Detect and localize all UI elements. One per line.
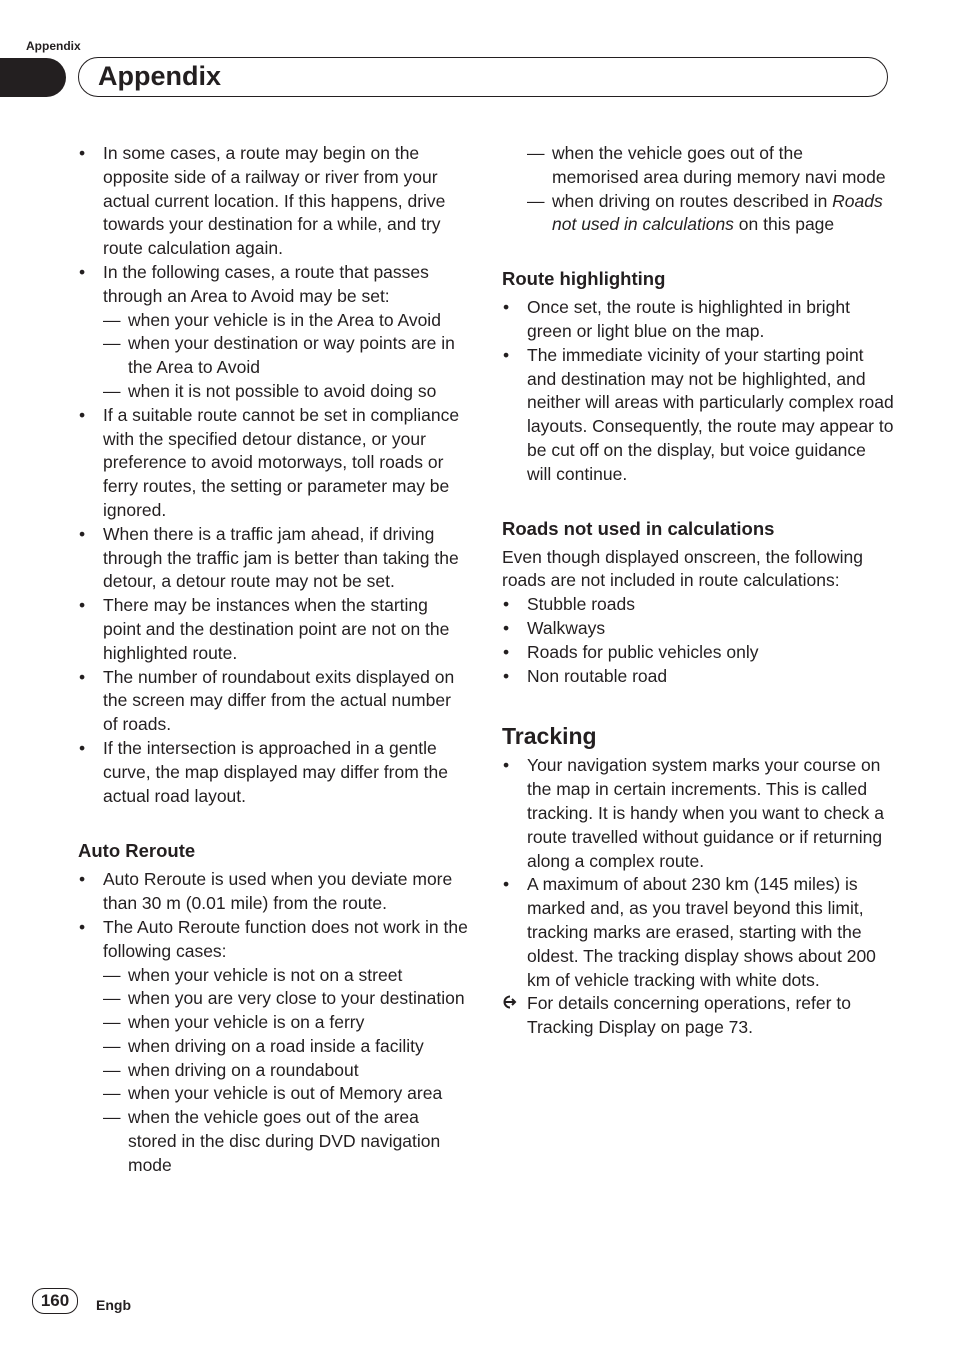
roads-not-used-intro: Even though displayed onscreen, the following roads are not included in route calculations:: [502, 546, 863, 591]
dash-item: — when driving on a road inside a facility: [78, 1035, 470, 1059]
reference-text: on page 73.: [655, 1017, 754, 1038]
route-highlighting-list: [502, 296, 894, 486]
list-item: • The number of roundabout exits displayed on the screen may differ from the actual number of roads.: [78, 666, 470, 737]
section-tab-marker: [0, 58, 66, 97]
continued-dash-list: [502, 142, 894, 237]
roads-not-used-list: [502, 593, 894, 688]
language-code: Engb: [96, 1297, 131, 1313]
arrow-reference-icon: [502, 992, 518, 1019]
list-item: • In the following cases, a route that passes through an Area to Avoid may be set:: [78, 261, 470, 309]
list-item: • Roads for public vehicles only: [502, 641, 894, 665]
list-item: • Auto Reroute is used when you deviate more than 30 m (0.01 mile) from the route.: [78, 868, 470, 916]
dash-item: — when it is not possible to avoid doing so: [78, 380, 470, 404]
list-item: • Non routable road: [502, 665, 894, 689]
intro-bullet-list: [78, 142, 470, 808]
running-header-label: Appendix: [26, 39, 81, 53]
dash-item: [502, 190, 894, 238]
dash-item: — when driving on a roundabout: [78, 1059, 470, 1083]
route-highlighting-heading: Route highlighting: [502, 268, 666, 290]
tracking-list: [502, 754, 894, 992]
list-item: • In some cases, a route may begin on the opposite side of a railway or river from your actual current location. If this happens, drive towards your destination for a while, and try route calculation again.: [78, 142, 470, 261]
page-title: Appendix: [98, 61, 222, 91]
list-item: • There may be instances when the starting point and the destination point are not on the highlighted route.: [78, 594, 470, 665]
list-item: • Once set, the route is highlighted in bright green or light blue on the map.: [502, 296, 894, 344]
tracking-display-link: Tracking Display: [527, 1017, 656, 1038]
list-item: • When there is a traffic jam ahead, if driving through the traffic jam is better than taking the detour, a detour route may not be set.: [78, 523, 470, 594]
tracking-reference: [502, 992, 894, 1040]
right-column: [502, 142, 894, 1040]
dash-item: — when you are very close to your destination: [78, 987, 470, 1011]
list-item: • A maximum of about 230 km (145 miles) is marked and, as you travel beyond this limit, tracking marks are erased, starting with the oldest. The tracking display shows about 200 km of vehicle tracking with white dots.: [502, 873, 894, 992]
dash-text: on this page: [733, 214, 835, 235]
section-reference: Roads not used in calculations: [552, 190, 883, 235]
page-number: 160: [32, 1288, 78, 1314]
auto-reroute-heading: Auto Reroute: [78, 840, 196, 862]
list-item: • If a suitable route cannot be set in compliance with the specified detour distance, or your preference to avoid motorways, toll roads or ferry routes, the setting or parameter may be ignored.: [78, 404, 470, 523]
left-column: [78, 142, 470, 1178]
list-item: • If the intersection is approached in a gentle curve, the map displayed may differ from the actual road layout.: [78, 737, 470, 808]
list-item: • Your navigation system marks your course on the map in certain increments. This is called tracking. It is handy when you want to check a route travelled without guidance or if returning along a complex route.: [502, 754, 894, 873]
dash-item: — when your destination or way points are in the Area to Avoid: [78, 332, 470, 380]
list-item: • Stubble roads: [502, 593, 894, 617]
tracking-heading: Tracking: [502, 723, 597, 750]
dash-item: — when your vehicle is not on a street: [78, 964, 470, 988]
roads-not-used-heading: Roads not used in calculations: [502, 517, 775, 539]
reference-text: For details concerning operations, refer to: [527, 993, 851, 1014]
dash-item: — when the vehicle goes out of the memorised area during memory navi mode: [502, 142, 894, 190]
list-item: • The immediate vicinity of your starting point and destination may not be highlighted, and neither will areas with particularly complex road layouts. Consequently, the route may appear to be cut off on the display, but voice guidance will continue.: [502, 344, 894, 487]
dash-item: — when the vehicle goes out of the area stored in the disc during DVD navigation mode: [78, 1106, 470, 1177]
list-item: • Walkways: [502, 617, 894, 641]
list-item: • The Auto Reroute function does not work in the following cases:: [78, 916, 470, 964]
auto-reroute-list: [78, 868, 470, 1177]
dash-item: — when your vehicle is in the Area to Avoid: [78, 309, 470, 333]
dash-text: when driving on routes described in: [552, 190, 833, 211]
dash-item: — when your vehicle is out of Memory area: [78, 1082, 470, 1106]
dash-item: — when your vehicle is on a ferry: [78, 1011, 470, 1035]
